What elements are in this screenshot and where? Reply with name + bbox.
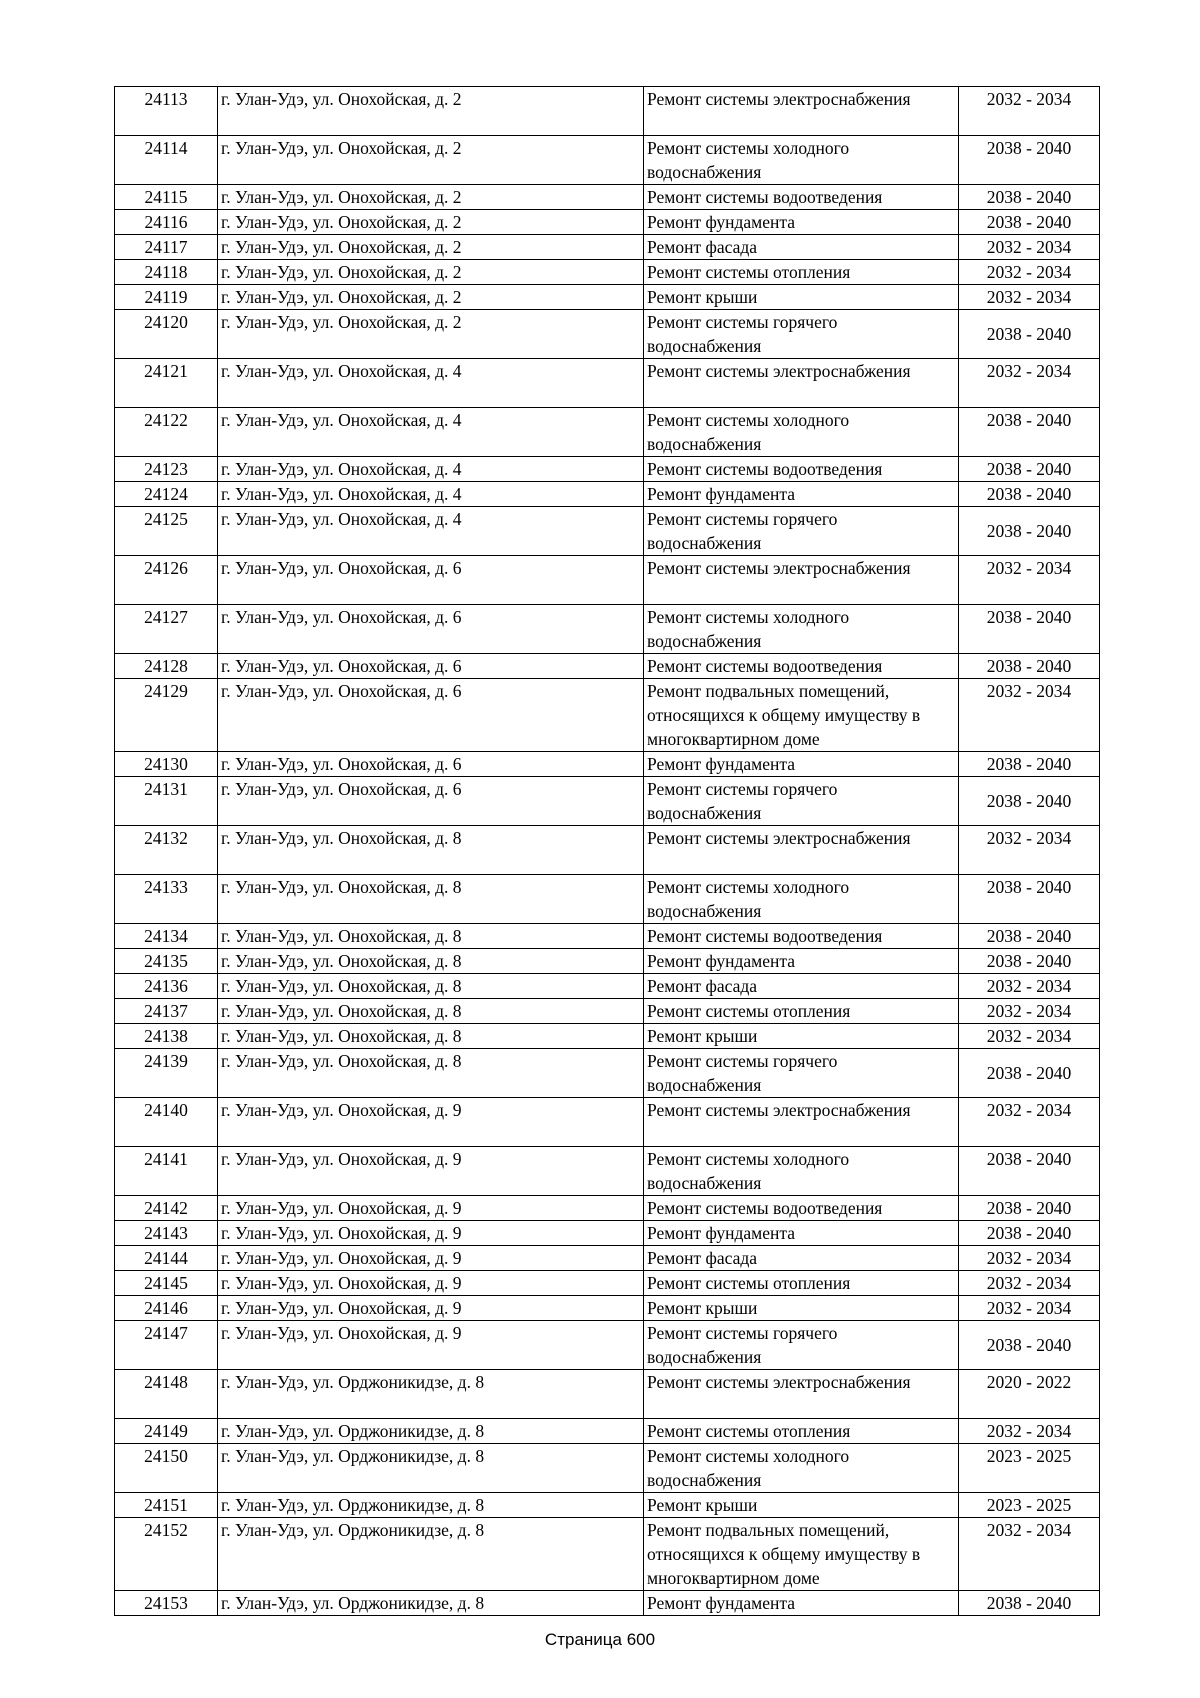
- address-cell: г. Улан-Удэ, ул. Онохойская, д. 6: [218, 605, 644, 654]
- address-cell: г. Улан-Удэ, ул. Онохойская, д. 6: [218, 556, 644, 605]
- work-type-cell: Ремонт системы холодного водоснабжения: [644, 875, 959, 924]
- address-cell: г. Улан-Удэ, ул. Орджоникидзе, д. 8: [218, 1493, 644, 1518]
- work-type-cell: Ремонт подвальных помещений, относящихся к общему имуществу в многоквартирном доме: [644, 1518, 959, 1591]
- period-cell: 2038 - 2040: [959, 654, 1100, 679]
- table-row: [115, 875, 1100, 924]
- table-row: [115, 605, 1100, 654]
- table-row: [115, 285, 1100, 310]
- table-row: [115, 556, 1100, 605]
- work-type-cell: Ремонт фасада: [644, 235, 959, 260]
- table-row: [115, 1024, 1100, 1049]
- work-type-cell: Ремонт системы электроснабжения: [644, 87, 959, 136]
- work-type-cell: Ремонт системы холодного водоснабжения: [644, 136, 959, 185]
- work-type-cell: Ремонт системы электроснабжения: [644, 359, 959, 408]
- table-row: [115, 87, 1100, 136]
- address-cell: г. Улан-Удэ, ул. Онохойская, д. 4: [218, 482, 644, 507]
- period-cell: 2032 - 2034: [959, 359, 1100, 408]
- address-cell: г. Улан-Удэ, ул. Онохойская, д. 6: [218, 777, 644, 826]
- address-cell: г. Улан-Удэ, ул. Онохойская, д. 4: [218, 359, 644, 408]
- table-row: [115, 457, 1100, 482]
- period-cell: 2038 - 2040: [959, 408, 1100, 457]
- table-row: [115, 1591, 1100, 1616]
- work-type-cell: Ремонт системы холодного водоснабжения: [644, 1147, 959, 1196]
- table-row: [115, 1271, 1100, 1296]
- period-cell: 2032 - 2034: [959, 974, 1100, 999]
- period-cell: 2038 - 2040: [959, 185, 1100, 210]
- address-cell: г. Улан-Удэ, ул. Онохойская, д. 2: [218, 310, 644, 359]
- address-cell: г. Улан-Удэ, ул. Онохойская, д. 9: [218, 1221, 644, 1246]
- page-footer: [0, 1630, 1200, 1650]
- address-cell: г. Улан-Удэ, ул. Онохойская, д. 8: [218, 1024, 644, 1049]
- row-number-cell: 24115: [115, 185, 218, 210]
- row-number-cell: 24140: [115, 1098, 218, 1147]
- address-cell: г. Улан-Удэ, ул. Онохойская, д. 9: [218, 1321, 644, 1370]
- period-cell: 2038 - 2040: [959, 1049, 1100, 1098]
- address-cell: г. Улан-Удэ, ул. Онохойская, д. 8: [218, 875, 644, 924]
- period-cell: 2023 - 2025: [959, 1493, 1100, 1518]
- work-type-cell: Ремонт системы горячего водоснабжения: [644, 507, 959, 556]
- period-cell: 2038 - 2040: [959, 1221, 1100, 1246]
- address-cell: г. Улан-Удэ, ул. Онохойская, д. 4: [218, 507, 644, 556]
- period-cell: 2032 - 2034: [959, 285, 1100, 310]
- address-cell: г. Улан-Удэ, ул. Онохойская, д. 8: [218, 974, 644, 999]
- row-number-cell: 24148: [115, 1370, 218, 1419]
- address-cell: г. Улан-Удэ, ул. Онохойская, д. 2: [218, 260, 644, 285]
- period-cell: 2038 - 2040: [959, 949, 1100, 974]
- work-type-cell: Ремонт системы электроснабжения: [644, 826, 959, 875]
- table-row: [115, 826, 1100, 875]
- row-number-cell: 24124: [115, 482, 218, 507]
- table-row: [115, 654, 1100, 679]
- work-type-cell: Ремонт системы водоотведения: [644, 654, 959, 679]
- address-cell: г. Улан-Удэ, ул. Онохойская, д. 8: [218, 924, 644, 949]
- table-row: [115, 235, 1100, 260]
- work-type-cell: Ремонт системы электроснабжения: [644, 1098, 959, 1147]
- period-cell: 2038 - 2040: [959, 1196, 1100, 1221]
- page-number: Страница 600: [544, 1630, 656, 1649]
- row-number-cell: 24145: [115, 1271, 218, 1296]
- period-cell: 2032 - 2034: [959, 1098, 1100, 1147]
- table-row: [115, 185, 1100, 210]
- table-row: [115, 1196, 1100, 1221]
- work-type-cell: Ремонт крыши: [644, 1493, 959, 1518]
- address-cell: г. Улан-Удэ, ул. Онохойская, д. 2: [218, 185, 644, 210]
- period-cell: 2038 - 2040: [959, 210, 1100, 235]
- address-cell: г. Улан-Удэ, ул. Орджоникидзе, д. 8: [218, 1591, 644, 1616]
- table-row: [115, 408, 1100, 457]
- table-row: [115, 310, 1100, 359]
- row-number-cell: 24129: [115, 679, 218, 752]
- work-type-cell: Ремонт системы горячего водоснабжения: [644, 1321, 959, 1370]
- work-type-cell: Ремонт системы холодного водоснабжения: [644, 408, 959, 457]
- row-number-cell: 24132: [115, 826, 218, 875]
- row-number-cell: 24135: [115, 949, 218, 974]
- period-cell: 2032 - 2034: [959, 1518, 1100, 1591]
- address-cell: г. Улан-Удэ, ул. Онохойская, д. 2: [218, 87, 644, 136]
- row-number-cell: 24114: [115, 136, 218, 185]
- row-number-cell: 24121: [115, 359, 218, 408]
- address-cell: г. Улан-Удэ, ул. Онохойская, д. 9: [218, 1296, 644, 1321]
- work-type-cell: Ремонт фундамента: [644, 1221, 959, 1246]
- period-cell: 2032 - 2034: [959, 999, 1100, 1024]
- period-cell: 2038 - 2040: [959, 507, 1100, 556]
- row-number-cell: 24126: [115, 556, 218, 605]
- period-cell: 2032 - 2034: [959, 260, 1100, 285]
- period-cell: 2023 - 2025: [959, 1444, 1100, 1493]
- period-cell: 2020 - 2022: [959, 1370, 1100, 1419]
- work-type-cell: Ремонт крыши: [644, 285, 959, 310]
- work-type-cell: Ремонт фундамента: [644, 752, 959, 777]
- table-row: [115, 949, 1100, 974]
- address-cell: г. Улан-Удэ, ул. Онохойская, д. 6: [218, 752, 644, 777]
- table-row: [115, 507, 1100, 556]
- row-number-cell: 24131: [115, 777, 218, 826]
- address-cell: г. Улан-Удэ, ул. Онохойская, д. 2: [218, 235, 644, 260]
- address-cell: г. Улан-Удэ, ул. Онохойская, д. 8: [218, 1049, 644, 1098]
- table-row: [115, 1147, 1100, 1196]
- period-cell: 2032 - 2034: [959, 1271, 1100, 1296]
- period-cell: 2038 - 2040: [959, 605, 1100, 654]
- address-cell: г. Улан-Удэ, ул. Онохойская, д. 4: [218, 457, 644, 482]
- row-number-cell: 24149: [115, 1419, 218, 1444]
- table-row: [115, 1493, 1100, 1518]
- row-number-cell: 24113: [115, 87, 218, 136]
- work-type-cell: Ремонт крыши: [644, 1024, 959, 1049]
- row-number-cell: 24138: [115, 1024, 218, 1049]
- address-cell: г. Улан-Удэ, ул. Онохойская, д. 9: [218, 1098, 644, 1147]
- table-row: [115, 1049, 1100, 1098]
- work-type-cell: Ремонт системы водоотведения: [644, 185, 959, 210]
- address-cell: г. Улан-Удэ, ул. Орджоникидзе, д. 8: [218, 1370, 644, 1419]
- address-cell: г. Улан-Удэ, ул. Онохойская, д. 2: [218, 285, 644, 310]
- row-number-cell: 24150: [115, 1444, 218, 1493]
- address-cell: г. Улан-Удэ, ул. Орджоникидзе, д. 8: [218, 1419, 644, 1444]
- row-number-cell: 24143: [115, 1221, 218, 1246]
- row-number-cell: 24116: [115, 210, 218, 235]
- table-row: [115, 999, 1100, 1024]
- row-number-cell: 24141: [115, 1147, 218, 1196]
- row-number-cell: 24144: [115, 1246, 218, 1271]
- work-type-cell: Ремонт системы отопления: [644, 999, 959, 1024]
- address-cell: г. Улан-Удэ, ул. Онохойская, д. 2: [218, 210, 644, 235]
- address-cell: г. Улан-Удэ, ул. Онохойская, д. 2: [218, 136, 644, 185]
- period-cell: 2038 - 2040: [959, 457, 1100, 482]
- work-type-cell: Ремонт фундамента: [644, 949, 959, 974]
- work-type-cell: Ремонт подвальных помещений, относящихся к общему имуществу в многоквартирном доме: [644, 679, 959, 752]
- address-cell: г. Улан-Удэ, ул. Онохойская, д. 6: [218, 654, 644, 679]
- work-type-cell: Ремонт системы отопления: [644, 1419, 959, 1444]
- address-cell: г. Улан-Удэ, ул. Онохойская, д. 9: [218, 1246, 644, 1271]
- row-number-cell: 24134: [115, 924, 218, 949]
- table-row: [115, 974, 1100, 999]
- period-cell: 2038 - 2040: [959, 482, 1100, 507]
- row-number-cell: 24142: [115, 1196, 218, 1221]
- address-cell: г. Улан-Удэ, ул. Орджоникидзе, д. 8: [218, 1518, 644, 1591]
- period-cell: 2038 - 2040: [959, 1321, 1100, 1370]
- address-cell: г. Улан-Удэ, ул. Онохойская, д. 9: [218, 1147, 644, 1196]
- table-row: [115, 679, 1100, 752]
- period-cell: 2032 - 2034: [959, 87, 1100, 136]
- work-type-cell: Ремонт системы электроснабжения: [644, 556, 959, 605]
- row-number-cell: 24152: [115, 1518, 218, 1591]
- table-row: [115, 924, 1100, 949]
- row-number-cell: 24120: [115, 310, 218, 359]
- row-number-cell: 24133: [115, 875, 218, 924]
- work-type-cell: Ремонт системы водоотведения: [644, 924, 959, 949]
- address-cell: г. Улан-Удэ, ул. Онохойская, д. 9: [218, 1271, 644, 1296]
- address-cell: г. Улан-Удэ, ул. Онохойская, д. 8: [218, 949, 644, 974]
- work-type-cell: Ремонт системы горячего водоснабжения: [644, 777, 959, 826]
- work-type-cell: Ремонт системы водоотведения: [644, 1196, 959, 1221]
- table-row: [115, 1419, 1100, 1444]
- table-row: [115, 136, 1100, 185]
- period-cell: 2038 - 2040: [959, 136, 1100, 185]
- row-number-cell: 24130: [115, 752, 218, 777]
- period-cell: 2032 - 2034: [959, 679, 1100, 752]
- row-number-cell: 24119: [115, 285, 218, 310]
- period-cell: 2032 - 2034: [959, 556, 1100, 605]
- address-cell: г. Улан-Удэ, ул. Онохойская, д. 4: [218, 408, 644, 457]
- period-cell: 2032 - 2034: [959, 1419, 1100, 1444]
- row-number-cell: 24117: [115, 235, 218, 260]
- work-type-cell: Ремонт системы холодного водоснабжения: [644, 1444, 959, 1493]
- row-number-cell: 24122: [115, 408, 218, 457]
- period-cell: 2038 - 2040: [959, 875, 1100, 924]
- row-number-cell: 24153: [115, 1591, 218, 1616]
- row-number-cell: 24123: [115, 457, 218, 482]
- period-cell: 2032 - 2034: [959, 1024, 1100, 1049]
- row-number-cell: 24125: [115, 507, 218, 556]
- period-cell: 2032 - 2034: [959, 235, 1100, 260]
- address-cell: г. Улан-Удэ, ул. Онохойская, д. 6: [218, 679, 644, 752]
- work-type-cell: Ремонт системы отопления: [644, 1271, 959, 1296]
- row-number-cell: 24147: [115, 1321, 218, 1370]
- period-cell: 2038 - 2040: [959, 1591, 1100, 1616]
- period-cell: 2032 - 2034: [959, 1296, 1100, 1321]
- table-row: [115, 1321, 1100, 1370]
- address-cell: г. Улан-Удэ, ул. Онохойская, д. 8: [218, 999, 644, 1024]
- address-cell: г. Улан-Удэ, ул. Орджоникидзе, д. 8: [218, 1444, 644, 1493]
- work-type-cell: Ремонт системы холодного водоснабжения: [644, 605, 959, 654]
- work-type-cell: Ремонт системы электроснабжения: [644, 1370, 959, 1419]
- row-number-cell: 24128: [115, 654, 218, 679]
- period-cell: 2032 - 2034: [959, 826, 1100, 875]
- table-row: [115, 1221, 1100, 1246]
- table-row: [115, 210, 1100, 235]
- table-row: [115, 1296, 1100, 1321]
- period-cell: 2032 - 2034: [959, 1246, 1100, 1271]
- row-number-cell: 24118: [115, 260, 218, 285]
- table-row: [115, 359, 1100, 408]
- work-type-cell: Ремонт крыши: [644, 1296, 959, 1321]
- address-cell: г. Улан-Удэ, ул. Онохойская, д. 8: [218, 826, 644, 875]
- table-row: [115, 752, 1100, 777]
- table-row: [115, 1444, 1100, 1493]
- work-type-cell: Ремонт фундамента: [644, 1591, 959, 1616]
- period-cell: 2038 - 2040: [959, 777, 1100, 826]
- row-number-cell: 24137: [115, 999, 218, 1024]
- address-cell: г. Улан-Удэ, ул. Онохойская, д. 9: [218, 1196, 644, 1221]
- table-row: [115, 482, 1100, 507]
- row-number-cell: 24127: [115, 605, 218, 654]
- period-cell: 2038 - 2040: [959, 924, 1100, 949]
- table-row: [115, 1370, 1100, 1419]
- work-type-cell: Ремонт фасада: [644, 1246, 959, 1271]
- table-row: [115, 777, 1100, 826]
- work-type-cell: Ремонт фасада: [644, 974, 959, 999]
- table-body: [115, 87, 1100, 1616]
- work-type-cell: Ремонт системы горячего водоснабжения: [644, 310, 959, 359]
- work-schedule-table: [114, 86, 1100, 1616]
- work-type-cell: Ремонт системы отопления: [644, 260, 959, 285]
- period-cell: 2038 - 2040: [959, 310, 1100, 359]
- row-number-cell: 24151: [115, 1493, 218, 1518]
- work-type-cell: Ремонт фундамента: [644, 482, 959, 507]
- table-row: [115, 1246, 1100, 1271]
- work-type-cell: Ремонт системы водоотведения: [644, 457, 959, 482]
- table-row: [115, 1518, 1100, 1591]
- work-type-cell: Ремонт системы горячего водоснабжения: [644, 1049, 959, 1098]
- work-type-cell: Ремонт фундамента: [644, 210, 959, 235]
- table-row: [115, 260, 1100, 285]
- row-number-cell: 24139: [115, 1049, 218, 1098]
- period-cell: 2038 - 2040: [959, 752, 1100, 777]
- period-cell: 2038 - 2040: [959, 1147, 1100, 1196]
- row-number-cell: 24136: [115, 974, 218, 999]
- row-number-cell: 24146: [115, 1296, 218, 1321]
- table-row: [115, 1098, 1100, 1147]
